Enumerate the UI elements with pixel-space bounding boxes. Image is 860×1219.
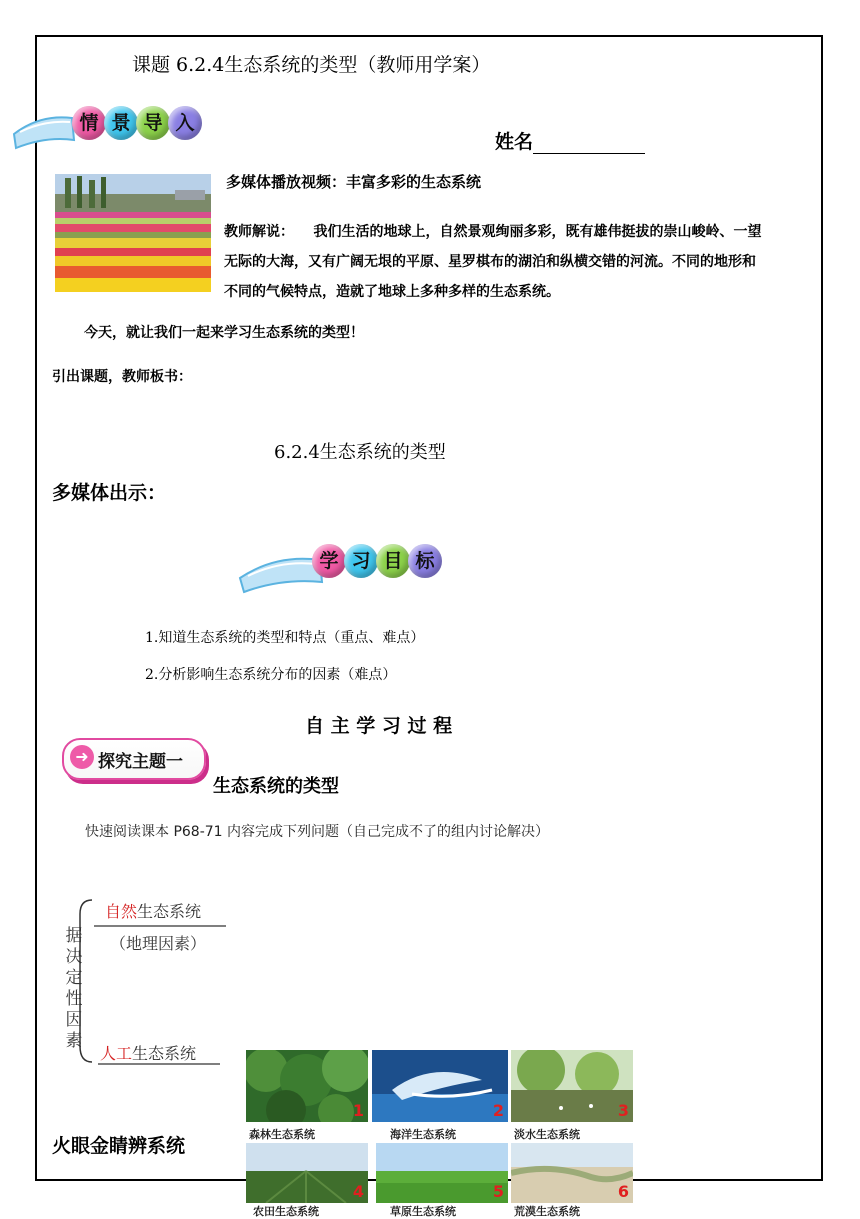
topic-badge-label: 探究主题一	[98, 752, 183, 772]
freshwater-ecosystem-image: 3	[511, 1050, 633, 1122]
teacher-label: 教师解说：	[224, 224, 294, 240]
intro-badge-char-3: 导	[136, 106, 170, 140]
name-label: 姓名	[495, 131, 534, 153]
name-field[interactable]	[495, 127, 645, 154]
artificial-ecosystem-label: 人工生态系统	[100, 1044, 197, 1063]
goal-2: 2.分析影响生态系统分布的因素（难点）	[145, 667, 397, 683]
goal-1: 1.知道生态系统的类型和特点（重点、难点）	[145, 630, 425, 646]
ocean-ecosystem-image: 2	[372, 1050, 508, 1122]
forest-ecosystem-label: 森林生态系统	[249, 1128, 315, 1141]
multimedia-label: 多媒体出示：	[52, 482, 167, 504]
eye-test-label: 火眼金睛辨系统	[52, 1135, 186, 1157]
farmland-ecosystem-image: 4	[246, 1143, 368, 1203]
page-title: 课题 6.2.4生态系统的类型（教师用学案）	[132, 54, 491, 76]
desert-ecosystem-image: 6	[511, 1143, 633, 1203]
book-icon	[10, 104, 80, 154]
book-icon	[236, 542, 326, 598]
teacher-text-2: 无际的大海，又有广阔无垠的平原、星罗棋布的湖泊和纵横交错的河流。不同的地形和	[224, 254, 756, 270]
arrow-right-icon: ➜	[70, 745, 94, 769]
goals-badge-char-2: 习	[344, 544, 378, 578]
freshwater-ecosystem-label: 淡水生态系统	[514, 1128, 580, 1141]
intro-badge-char-2: 景	[104, 106, 138, 140]
teacher-text-1: 我们生活的地球上，自然景观绚丽多彩，既有雄伟挺拔的崇山峻岭、一望	[313, 224, 762, 240]
goals-badge-char-1: 学	[312, 544, 346, 578]
video-line: 多媒体播放视频：丰富多彩的生态系统	[226, 173, 482, 191]
process-title: 自 主 学 习 过 程	[305, 715, 453, 737]
intro-badge	[10, 100, 210, 150]
goals-badge-char-3: 目	[376, 544, 410, 578]
natural-ecosystem-sub: （地理因素）	[110, 934, 207, 953]
intro-badge-char-1: 情	[72, 106, 106, 140]
goals-badge-char-4: 标	[408, 544, 442, 578]
topic-badge	[62, 738, 206, 780]
classification-side-label: 据 决 定 性 因 素	[65, 926, 83, 1051]
desert-ecosystem-label: 荒漠生态系统	[514, 1205, 580, 1218]
teacher-paragraph	[224, 217, 804, 307]
forest-ecosystem-image: 1	[246, 1050, 368, 1122]
farmland-ecosystem-label: 农田生态系统	[253, 1205, 319, 1218]
intro-badge-char-4: 入	[168, 106, 202, 140]
goals-badge	[236, 538, 456, 594]
grassland-ecosystem-image: 5	[376, 1143, 508, 1203]
topic-instruction: 快速阅读课本 P68-71 内容完成下列问题（自己完成不了的组内讨论解决）	[85, 824, 550, 840]
ocean-ecosystem-label: 海洋生态系统	[390, 1128, 456, 1141]
tulip-field-photo	[55, 174, 211, 292]
name-blank[interactable]	[533, 134, 645, 154]
today-line: 今天，就让我们一起来学习生态系统的类型！	[84, 325, 364, 341]
board-line: 引出课题，教师板书：	[52, 369, 192, 385]
natural-ecosystem-label: 自然生态系统	[105, 902, 202, 921]
teacher-text-3: 不同的气候特点，造就了地球上多种多样的生态系统。	[224, 284, 560, 300]
grassland-ecosystem-label: 草原生态系统	[390, 1205, 456, 1218]
board-title: 6.2.4生态系统的类型	[274, 442, 446, 463]
topic-title: 生态系统的类型	[213, 776, 339, 797]
